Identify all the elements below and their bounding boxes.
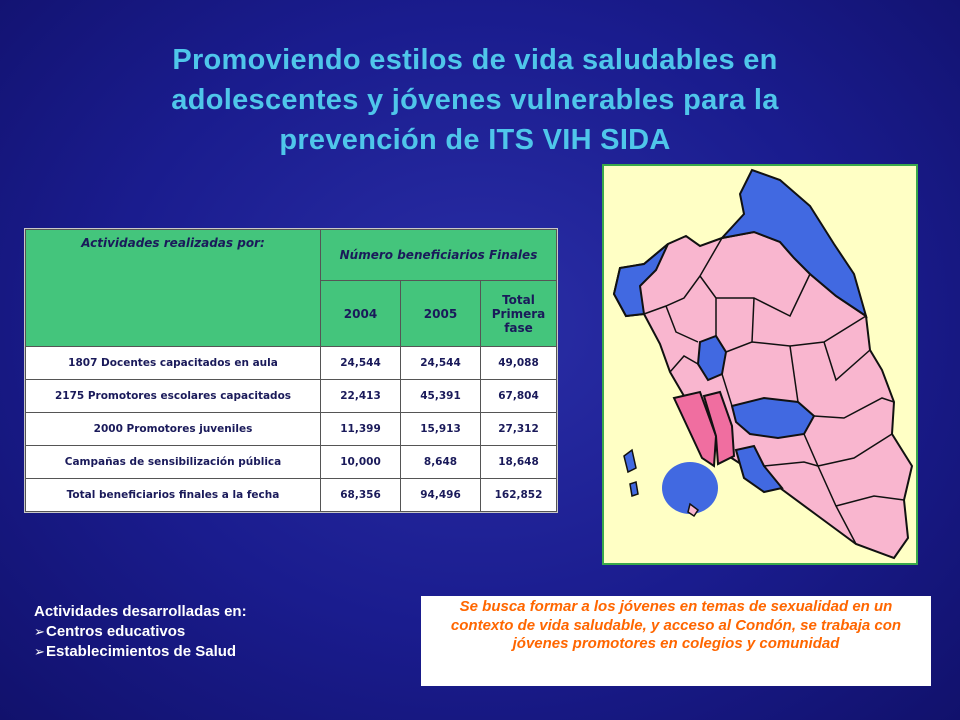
row-label: Total beneficiarios finales a la fecha <box>26 478 321 511</box>
peru-map <box>602 164 918 565</box>
peru-map-svg <box>604 166 916 563</box>
cell-2004: 11,399 <box>321 413 401 446</box>
table-row <box>26 380 557 413</box>
cell-total: 18,648 <box>481 446 557 479</box>
cell-total: 162,852 <box>481 478 557 511</box>
cell-2005: 24,544 <box>401 347 481 380</box>
cell-2005: 15,913 <box>401 413 481 446</box>
header-activity: Actividades realizadas por: <box>26 230 321 347</box>
beneficiaries-table <box>24 228 558 513</box>
table-row <box>26 413 557 446</box>
header-beneficiaries: Número beneficiarios Finales <box>321 230 557 281</box>
row-label: 2175 Promotores escolares capacitados <box>26 380 321 413</box>
map-island-2 <box>630 482 638 496</box>
activities-list <box>34 602 247 662</box>
cell-2005: 45,391 <box>401 380 481 413</box>
cell-2004: 10,000 <box>321 446 401 479</box>
header-year-2005: 2005 <box>401 281 481 347</box>
title-line-3: prevención de ITS VIH SIDA <box>279 124 671 156</box>
cell-2005: 94,496 <box>401 478 481 511</box>
map-island-1 <box>624 450 636 472</box>
row-label: 1807 Docentes capacitados en aula <box>26 347 321 380</box>
table-header-row <box>26 230 557 281</box>
activities-heading: Actividades desarrolladas en: <box>34 603 247 620</box>
cell-total: 67,804 <box>481 380 557 413</box>
list-item <box>34 622 247 642</box>
list-item <box>34 642 247 662</box>
cell-2005: 8,648 <box>401 446 481 479</box>
cell-total: 49,088 <box>481 347 557 380</box>
table-row <box>26 446 557 479</box>
objective-note <box>421 596 931 686</box>
activity-label: Establecimientos de Salud <box>46 643 237 660</box>
cell-2004: 68,356 <box>321 478 401 511</box>
header-total: Total Primera fase <box>481 281 557 347</box>
title-line-1: Promoviendo estilos de vida saludables en <box>172 44 778 76</box>
title-line-2: adolescentes y jóvenes vulnerables para la <box>171 84 779 116</box>
table-row <box>26 478 557 511</box>
slide-title <box>95 40 855 160</box>
row-label: 2000 Promotores juveniles <box>26 413 321 446</box>
arrow-icon: ➢ <box>34 644 45 659</box>
cell-2004: 22,413 <box>321 380 401 413</box>
arrow-icon: ➢ <box>34 624 45 639</box>
table-row <box>26 347 557 380</box>
header-year-2004: 2004 <box>321 281 401 347</box>
row-label: Campañas de sensibilización pública <box>26 446 321 479</box>
cell-total: 27,312 <box>481 413 557 446</box>
activity-label: Centros educativos <box>46 623 186 640</box>
cell-2004: 24,544 <box>321 347 401 380</box>
map-country-base <box>614 232 912 558</box>
note-text: Se busca formar a los jóvenes en temas de sexualidad en un contexto de vida saludable, y acceso al Condón, se trabaja con jóvenes promotores en colegios y comunidad <box>450 598 902 652</box>
